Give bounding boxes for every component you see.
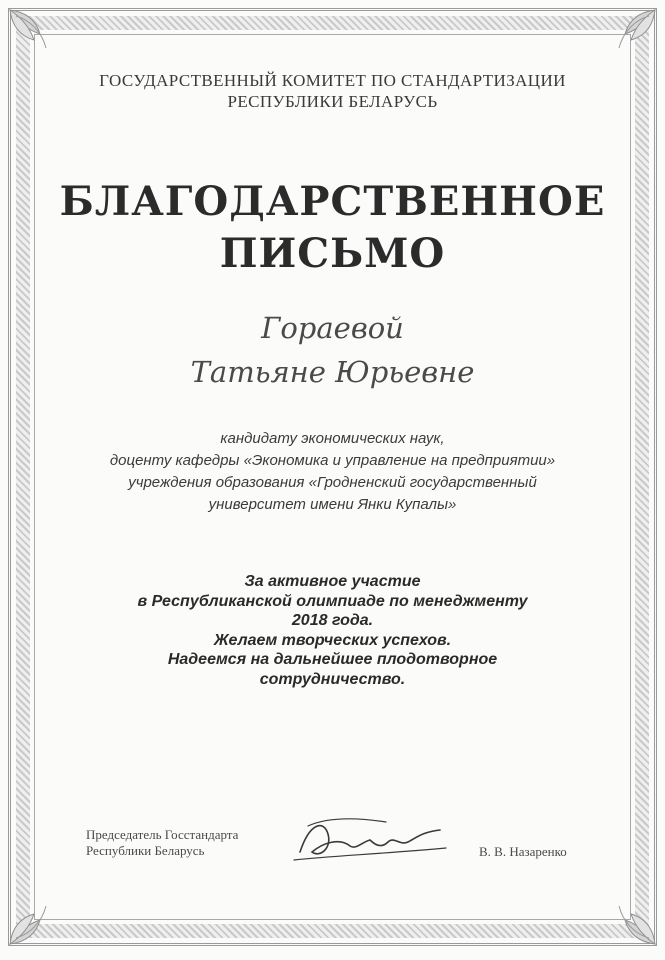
position-line: доценту кафедры «Экономика и управление на предприятии» xyxy=(109,452,556,469)
document-title xyxy=(0,176,665,280)
message-line: в Республиканской олимпиаде по менеджменту xyxy=(137,592,528,610)
message-line: За активное участие xyxy=(244,573,421,590)
handwritten-signature-icon xyxy=(290,812,450,868)
title-line: БЛАГОДАРСТВЕННОЕ xyxy=(59,178,606,225)
gratitude-message xyxy=(0,572,665,689)
corner-ornament-icon xyxy=(6,890,64,948)
recipient-given-name: Татьяне Юрьевне xyxy=(190,355,475,389)
title-line: ПИСЬМО xyxy=(219,230,446,277)
signatory-title xyxy=(86,827,238,859)
position-line: кандидату экономических наук, xyxy=(220,430,445,447)
message-line: сотрудничество. xyxy=(259,670,406,688)
organization-line: РЕСПУБЛИКИ БЕЛАРУСЬ xyxy=(227,92,438,111)
recipient-name xyxy=(0,306,665,394)
issuing-organization xyxy=(0,70,665,112)
organization-line: ГОСУДАРСТВЕННЫЙ КОМИТЕТ ПО СТАНДАРТИЗАЦИИ xyxy=(99,71,566,90)
signatory-title-line: Председатель Госстандарта xyxy=(86,827,239,842)
corner-ornament-icon xyxy=(601,890,659,948)
recipient-surname: Гораевой xyxy=(261,311,404,345)
position-line: учреждения образования «Гродненский государственный xyxy=(128,474,537,491)
position-line: университет имени Янки Купалы» xyxy=(208,496,457,513)
message-line: 2018 года. xyxy=(291,612,374,629)
signatory-name: В. В. Назаренко xyxy=(479,844,567,859)
signatory-title-line: Республики Беларусь xyxy=(86,843,205,858)
corner-ornament-icon xyxy=(601,6,659,64)
recipient-position xyxy=(0,428,665,516)
message-line: Желаем творческих успехов. xyxy=(213,631,452,649)
message-line: Надеемся на дальнейшее плодотворное xyxy=(167,651,498,668)
corner-ornament-icon xyxy=(6,6,64,64)
